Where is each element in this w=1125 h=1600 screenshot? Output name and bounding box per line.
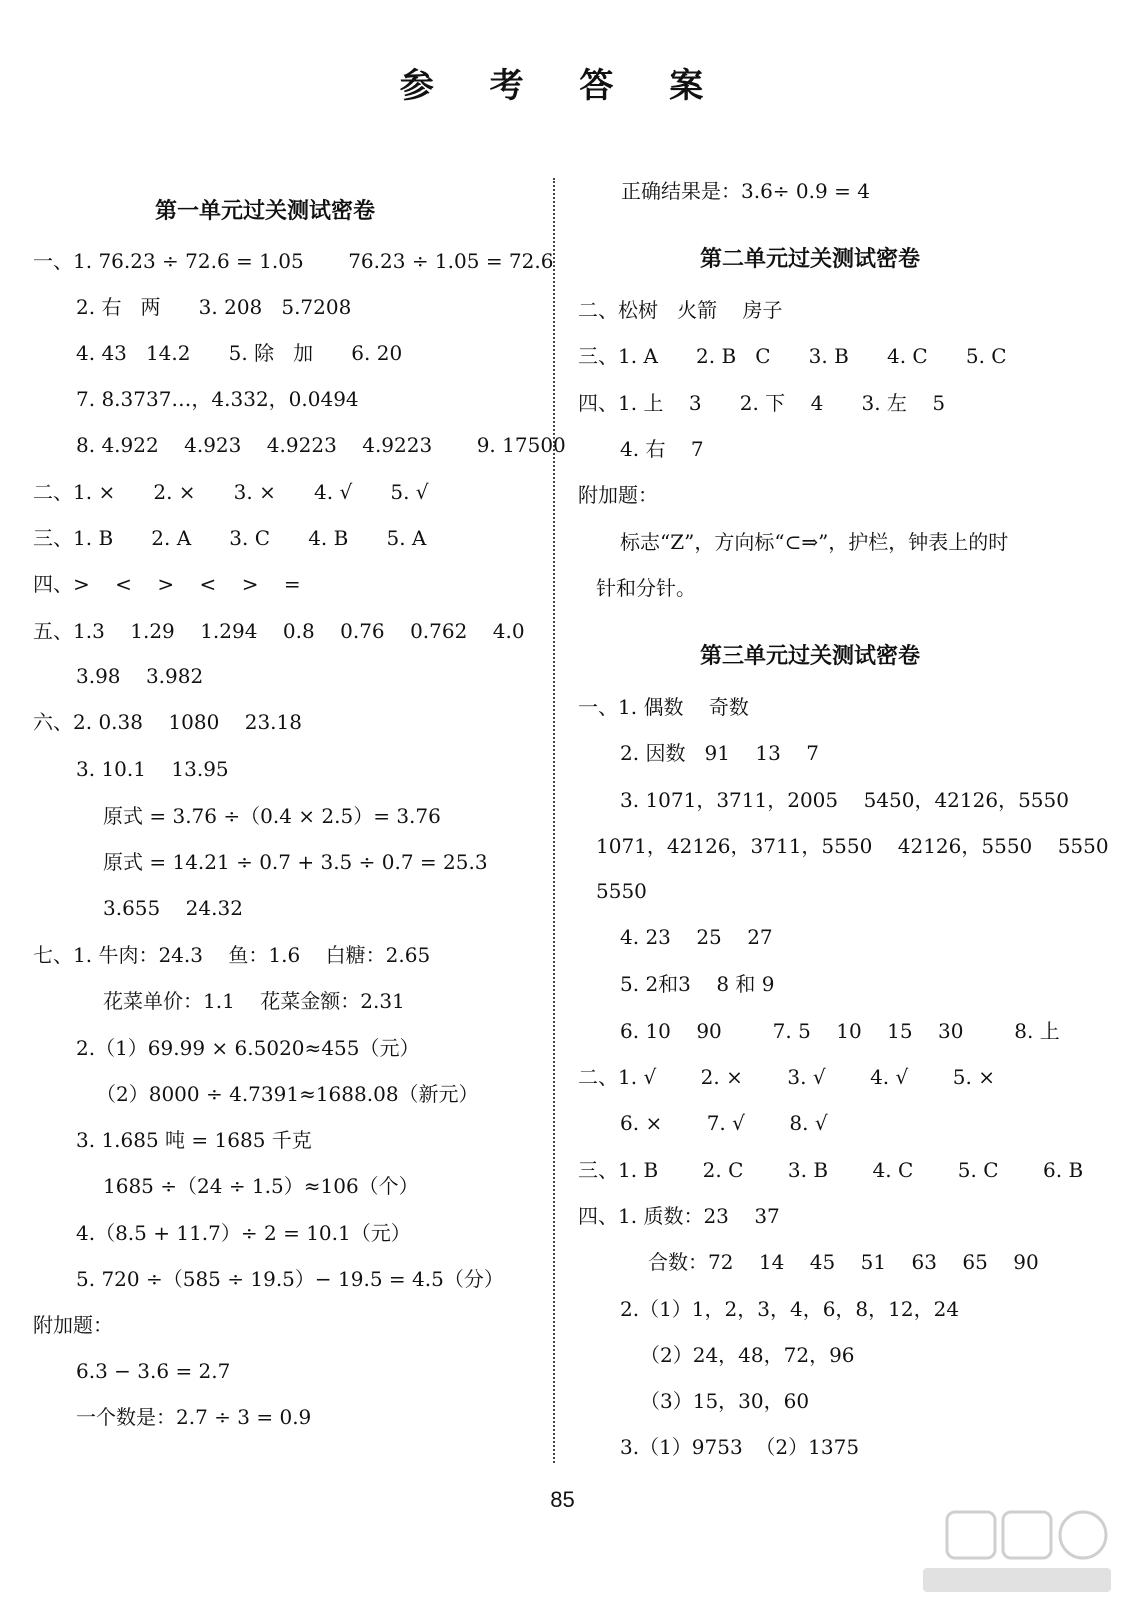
answer-line: 1071，42126，3711，5550 42126，5550 5550 bbox=[596, 834, 1109, 858]
answer-line: 三、1. B 2. C 3. B 4. C 5. C 6. B bbox=[578, 1158, 1084, 1182]
answer-line: 6. 10 90 7. 5 10 15 30 8. 上 bbox=[620, 1019, 1060, 1043]
answer-line: 3. 10.1 13.95 bbox=[76, 757, 229, 781]
answer-line: 原式 = 3.76 ÷（0.4 × 2.5）= 3.76 bbox=[103, 804, 441, 828]
answer-line: 4. 右 7 bbox=[620, 437, 704, 461]
answer-line: 一、1. 偶数 奇数 bbox=[578, 695, 749, 719]
answer-line: 一、1. 76.23 ÷ 72.6 = 1.05 76.23 ÷ 1.05 = 72.6 bbox=[33, 249, 554, 273]
unit2-heading: 第二单元过关测试密卷 bbox=[700, 247, 921, 272]
answer-line: 四、1. 质数：23 37 bbox=[578, 1204, 780, 1228]
answer-line: 原式 = 14.21 ÷ 0.7 + 3.5 ÷ 0.7 = 25.3 bbox=[103, 850, 488, 874]
answer-line: 5. 2和3 8 和 9 bbox=[620, 972, 775, 996]
answer-line: 正确结果是：3.6÷ 0.9 = 4 bbox=[621, 179, 870, 203]
answer-line: 三、1. B 2. A 3. C 4. B 5. A bbox=[33, 526, 427, 550]
answer-line: 4. 43 14.2 5. 除 加 6. 20 bbox=[76, 341, 403, 365]
answer-line: 附加题： bbox=[33, 1313, 113, 1337]
answer-line: 5550 bbox=[596, 879, 647, 903]
answer-line: 一个数是：2.7 ÷ 3 = 0.9 bbox=[76, 1405, 312, 1429]
answer-line: 3.98 3.982 bbox=[76, 664, 204, 688]
page-title: 参 考 答 案 bbox=[399, 66, 726, 106]
answer-line: 2.（1）1，2，3，4，6，8，12，24 bbox=[620, 1297, 960, 1321]
answer-line: （2）8000 ÷ 4.7391≈1688.08（新元） bbox=[96, 1082, 479, 1106]
answer-line: 六、2. 0.38 1080 23.18 bbox=[33, 710, 302, 734]
answer-line: 二、松树 火箭 房子 bbox=[578, 298, 783, 322]
answer-line: 3. 1071，3711，2005 5450，42126，5550 bbox=[620, 788, 1069, 812]
answer-line: 五、1.3 1.29 1.294 0.8 0.76 0.762 4.0 bbox=[33, 619, 525, 643]
answer-line: 2. 右 两 3. 208 5.7208 bbox=[76, 295, 352, 319]
watermark-logo bbox=[917, 1510, 1117, 1596]
answer-line: 3. 1.685 吨 = 1685 千克 bbox=[76, 1128, 312, 1152]
answer-line: 4. 23 25 27 bbox=[620, 925, 773, 949]
answer-line: 附加题： bbox=[578, 483, 658, 507]
answer-line: 2. 因数 91 13 7 bbox=[620, 741, 819, 765]
answer-line: 花菜单价：1.1 花菜金额：2.31 bbox=[103, 989, 405, 1013]
answer-line: 3.655 24.32 bbox=[103, 896, 243, 920]
unit3-heading: 第三单元过关测试密卷 bbox=[700, 644, 921, 669]
column-divider bbox=[553, 178, 555, 1463]
page-number: 85 bbox=[550, 1487, 575, 1512]
answer-line: 7. 8.3737…，4.332，0.0494 bbox=[76, 387, 359, 411]
answer-line: 针和分针。 bbox=[596, 576, 696, 600]
answer-line: 四、> < > < > = bbox=[33, 572, 301, 596]
answer-line: 二、1. × 2. × 3. × 4. √ 5. √ bbox=[33, 480, 429, 504]
answer-line: 6. × 7. √ 8. √ bbox=[620, 1111, 828, 1135]
answer-line: 3.（1）9753 （2）1375 bbox=[620, 1435, 860, 1459]
unit1-heading: 第一单元过关测试密卷 bbox=[155, 199, 376, 224]
answer-line: 4.（8.5 + 11.7）÷ 2 = 10.1（元） bbox=[76, 1221, 411, 1245]
answer-line: 2.（1）69.99 × 6.5020≈455（元） bbox=[76, 1036, 420, 1060]
answer-line: 四、1. 上 3 2. 下 4 3. 左 5 bbox=[578, 391, 946, 415]
answer-line: 标志“Z”，方向标“⊂⇒”，护栏，钟表上的时 bbox=[620, 530, 1009, 554]
answer-line: 二、1. √ 2. × 3. √ 4. √ 5. × bbox=[578, 1065, 995, 1089]
answer-line: 5. 720 ÷（585 ÷ 19.5）− 19.5 = 4.5（分） bbox=[76, 1267, 504, 1291]
answer-line: 合数：72 14 45 51 63 65 90 bbox=[648, 1250, 1039, 1274]
answer-line: 1685 ÷（24 ÷ 1.5）≈106（个） bbox=[103, 1174, 419, 1198]
answer-line: 6.3 − 3.6 = 2.7 bbox=[76, 1359, 231, 1383]
answer-line: 三、1. A 2. B C 3. B 4. C 5. C bbox=[578, 344, 1007, 368]
answer-line: （2）24，48，72，96 bbox=[640, 1343, 855, 1367]
answer-line: 8. 4.922 4.923 4.9223 4.9223 9. 17500 bbox=[76, 433, 566, 457]
answer-line: （3）15，30，60 bbox=[640, 1389, 810, 1413]
answer-line: 七、1. 牛肉：24.3 鱼：1.6 白糖：2.65 bbox=[33, 943, 431, 967]
